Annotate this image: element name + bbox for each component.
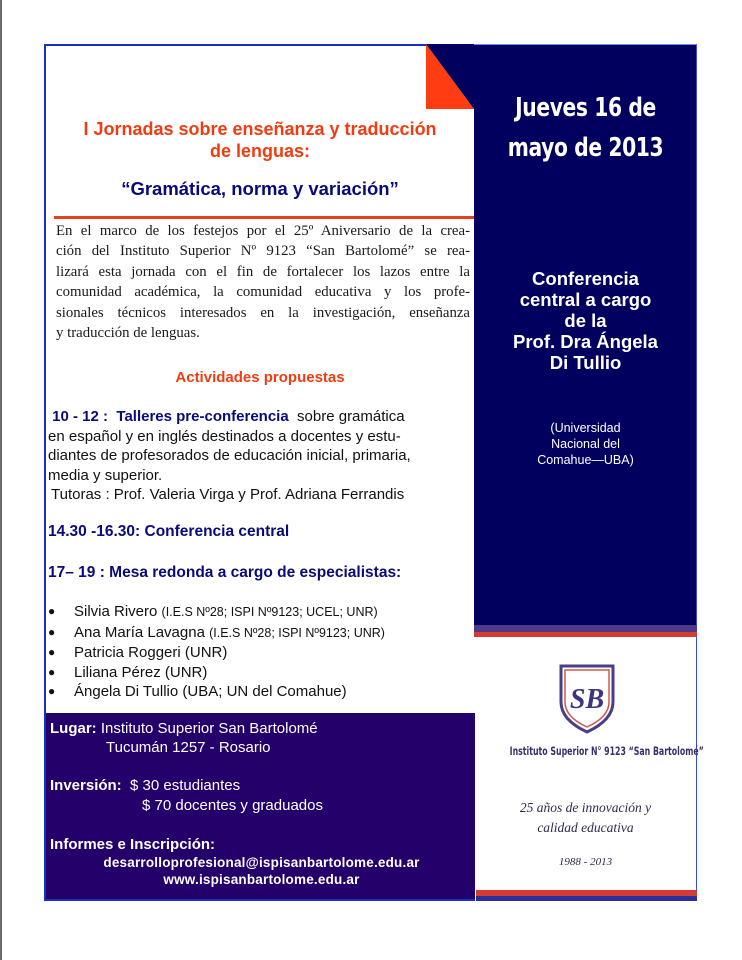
intro-line: sionales técnicos interesados en la investigación, enseñanza xyxy=(56,304,470,321)
fee-label: Inversión: xyxy=(50,777,122,794)
panelist-affiliation: (UNR) xyxy=(164,663,208,681)
keynote-line: Di Tullio xyxy=(549,352,622,373)
crest-monogram: SB xyxy=(569,684,605,715)
institute-name: Instituto Superior N° 9123 “San Bartolomé” xyxy=(509,744,704,758)
keynote-line: Conferencia xyxy=(532,268,639,289)
panelist-name: Liliana Pérez xyxy=(74,663,161,681)
activity-desc: en español y en inglés destinados a docentes y estu- xyxy=(48,427,401,445)
place-line: Instituto Superior San Bartolomé xyxy=(100,720,318,737)
divider-rule xyxy=(54,216,474,219)
activity-workshops xyxy=(48,407,474,505)
page-edge xyxy=(0,0,2,960)
keynote-affiliation-line: Comahue—UBA) xyxy=(537,453,634,467)
panelist-name: Ángela Di Tullio xyxy=(74,683,179,700)
corner-fold-icon xyxy=(426,44,474,109)
bottom-stripe-blue xyxy=(476,896,697,901)
list-item xyxy=(48,682,474,702)
bullet-icon: ● xyxy=(48,664,56,679)
intro-line: comunidad académica, la comunidad educativa y los profe- xyxy=(56,284,470,301)
keynote-affiliation-line: Nacional del xyxy=(551,437,620,451)
list-item xyxy=(48,602,474,623)
activity-line xyxy=(48,407,474,427)
panelist-affiliation: (UNR) xyxy=(184,644,228,661)
motto-line: 25 años de innovación y xyxy=(519,800,652,815)
bullet-icon: ● xyxy=(48,684,56,698)
place-line: Tucumán 1257 - Rosario xyxy=(106,739,271,756)
activity-desc: sobre gramática xyxy=(297,408,405,425)
stripe-purple xyxy=(474,625,697,632)
panelist-name: Ana María Lavagna xyxy=(74,623,205,641)
intro-line: ción del Instituto Superior Nº 9123 “San Bartolomé” se rea- xyxy=(56,243,470,260)
list-item xyxy=(48,663,474,683)
activity-desc: diantes de profesorados de educación inicial, primaria, xyxy=(48,447,411,464)
activities-heading: Actividades propuestas xyxy=(175,369,345,386)
anniversary-years: 1988 - 2013 xyxy=(558,856,613,868)
keynote-line: de la xyxy=(564,310,607,331)
list-item xyxy=(48,623,474,644)
intro-line: y traducción de lenguas. xyxy=(56,325,200,342)
keynote-affiliation xyxy=(474,420,697,468)
event-date xyxy=(499,88,673,168)
event-title-line: de lenguas: xyxy=(209,141,311,161)
event-date-line: Jueves 16 de xyxy=(515,93,656,123)
panelist-affiliation: (UBA; UN del Comahue) xyxy=(182,683,347,700)
keynote-line: central a cargo xyxy=(519,289,652,310)
intro-line: En el marco de los festejos por el 25º Aniversario de la crea- xyxy=(56,223,470,239)
website-link[interactable]: www.ispisanbartolome.edu.ar xyxy=(163,872,360,887)
motto-line: calidad educativa xyxy=(537,820,634,835)
institute-motto xyxy=(474,798,697,838)
keynote-affiliation-line: (Universidad xyxy=(550,421,621,435)
panelist-affiliation: (I.E.S Nº28; ISPI Nº9123; UCEL; UNR) xyxy=(161,605,378,619)
intro-line: lizará esta jornada con el fin de fortalecer los lazos entre la xyxy=(56,263,470,280)
bullet-icon: ● xyxy=(48,604,56,618)
place-label: Lugar: xyxy=(50,720,97,737)
info-box xyxy=(44,713,475,901)
panelist-list xyxy=(48,602,474,702)
place-row xyxy=(50,719,318,739)
panelist-name: Silvia Rivero xyxy=(74,603,158,620)
list-item xyxy=(48,643,474,663)
fee-row xyxy=(50,776,240,796)
contact-label: Informes e Inscripción: xyxy=(50,836,216,853)
activity-time: 10 - 12 : xyxy=(52,408,109,425)
intro-paragraph xyxy=(56,221,470,343)
keynote-line: Prof. Dra Ángela xyxy=(513,331,658,352)
email-link[interactable]: desarrolloprofesional@ispisanbartolome.edu.ar xyxy=(103,855,420,870)
keynote-info xyxy=(474,268,697,373)
fee-line: $ 30 estudiantes xyxy=(130,777,241,794)
event-title xyxy=(46,118,474,162)
shield-crest-icon xyxy=(558,662,616,734)
activity-desc: media y superior. xyxy=(48,466,163,484)
activity-tutors: Tutoras : Prof. Valeria Virga y Prof. Adriana Ferrandis xyxy=(51,486,405,503)
panelist-affiliation: (I.E.S Nº28; ISPI Nº9123; UNR) xyxy=(209,625,385,640)
activity-conference: 14.30 -16.30: Conferencia central xyxy=(48,523,290,540)
panelist-name: Patricia Roggeri xyxy=(74,644,181,661)
event-title-line: I Jornadas sobre enseñanza y traducción xyxy=(83,119,437,139)
event-date-line: mayo de 2013 xyxy=(507,133,664,163)
fee-line: $ 70 docentes y graduados xyxy=(142,797,323,814)
bullet-icon: ● xyxy=(48,645,56,659)
event-subtitle: “Gramática, norma y variación” xyxy=(121,178,399,199)
activity-roundtable: 17– 19 : Mesa redonda a cargo de especialistas: xyxy=(48,564,402,581)
bullet-icon: ● xyxy=(48,624,56,639)
activity-name: Talleres pre-conferencia xyxy=(116,408,289,425)
